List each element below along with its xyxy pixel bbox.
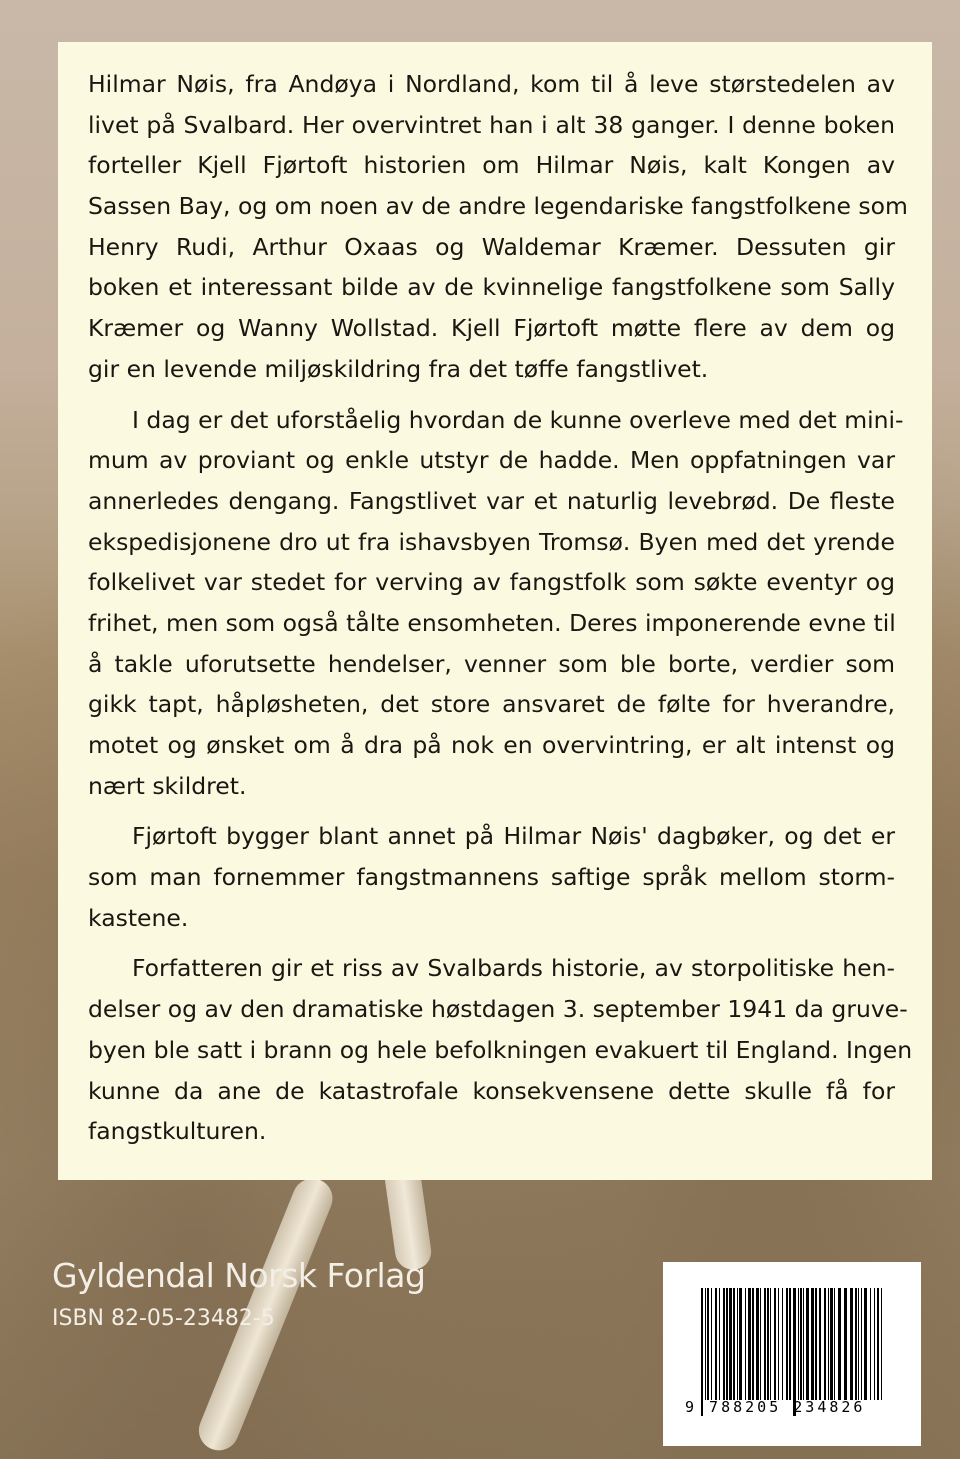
barcode-bar: [705, 1288, 706, 1400]
barcode-digits: 9 788205 234826: [685, 1398, 866, 1416]
barcode-bar: [815, 1288, 817, 1400]
blurb-line: kunne da ane de katastrofale konsekvensene dette skulle få for: [88, 1076, 895, 1105]
barcode-bar: [782, 1288, 783, 1400]
blurb-line: kastene.: [88, 903, 189, 932]
blurb-line: ekspedisjonene dro ut fra ishavsbyen Tromsø. Byen med det yrende: [88, 527, 895, 556]
barcode-bar: [800, 1288, 802, 1400]
barcode-bar: [806, 1288, 809, 1400]
blurb-line: som man fornemmer fangstmannens saftige språk mellom storm-: [88, 863, 895, 892]
barcode-bar: [752, 1288, 754, 1400]
isbn-text: ISBN 82-05-23482-5: [52, 1306, 275, 1331]
barcode-bar: [719, 1288, 720, 1400]
blurb-line: Kræmer og Wanny Wollstad. Kjell Fjørtoft møtte flere av dem og: [88, 314, 895, 343]
barcode-bar: [858, 1288, 859, 1400]
blurb-line: Hilmar Nøis, fra Andøya i Nordland, kom til å leve størstedelen av: [88, 70, 895, 98]
barcode-bar: [764, 1288, 766, 1400]
barcode-bar: [733, 1288, 735, 1400]
barcode-bar: [819, 1288, 821, 1400]
barcode-bar: [864, 1288, 867, 1400]
blurb-line: gikk tapt, håpløsheten, det store ansvaret de følte for hverandre,: [88, 690, 895, 719]
blurb-line: forteller Kjell Fjørtoft historien om Hilmar Nøis, kalt Kongen av: [88, 151, 895, 180]
barcode-bar: [824, 1288, 826, 1400]
barcode-bar: [838, 1288, 841, 1400]
blurb-line: fangstkulturen.: [88, 1117, 267, 1146]
barcode-bar: [737, 1288, 738, 1400]
barcode-bar: [774, 1288, 776, 1400]
barcode-bar: [855, 1288, 857, 1400]
blurb-line: Fjørtoft bygger blant annet på Hilmar Nøis' dagbøker, og det er: [132, 822, 895, 851]
blurb-line: Henry Rudi, Arthur Oxaas og Waldemar Kræmer. Dessuten gir: [88, 232, 895, 261]
barcode-bar: [723, 1288, 725, 1400]
barcode-bar: [850, 1288, 853, 1400]
barcode-bar: [861, 1288, 862, 1400]
blurb-line: gir en levende miljøskildring fra det tøffe fangstlivet.: [88, 354, 709, 383]
blurb-line: nært skildret.: [88, 771, 247, 800]
barcode-bar: [701, 1288, 703, 1416]
blurb-paragraph: [88, 816, 895, 938]
barcode-bar: [789, 1288, 791, 1400]
barcode-bar: [830, 1288, 833, 1400]
barcode-bar: [803, 1288, 804, 1400]
blurb-line: å takle uforutsette hendelser, venner som ble borte, verdier som: [88, 649, 895, 678]
blurb-text: [88, 64, 913, 1162]
barcode-bar: [793, 1288, 796, 1416]
barcode-bar: [778, 1288, 779, 1400]
barcode-bar: [707, 1288, 709, 1400]
barcode-bar: [786, 1288, 788, 1400]
blurb-line: delser og av den dramatiske høstdagen 3. september 1941 da gruve-: [88, 995, 908, 1024]
blurb-line: Sassen Bay, og om noen av de andre legendariske fangstfolkene som: [88, 192, 908, 221]
blurb-line: mum av proviant og enkle utstyr de hadde. Men oppfatningen var: [88, 446, 895, 475]
barcode-bar: [770, 1288, 771, 1400]
barcode-bar: [739, 1288, 742, 1400]
barcode-bar: [834, 1288, 835, 1400]
barcode-bar: [798, 1288, 799, 1400]
blurb-paragraph: [88, 64, 908, 390]
blurb-line: motet og ønsket om å dra på nok en overvintring, er alt intenst og: [88, 731, 895, 759]
blurb-paragraph: [88, 948, 913, 1151]
blurb-line: I dag er det uforståelig hvordan de kunne overleve med det mini-: [132, 405, 904, 434]
blurb-line: frihet, men som også tålte ensomheten. Deres imponerende evne til: [88, 608, 896, 637]
blurb-line: Forfatteren gir et riss av Svalbards historie, av storpolitiske hen-: [132, 954, 895, 983]
blurb-line: byen ble satt i brann og hele befolkningen evakuert til England. Ingen: [88, 1035, 913, 1064]
barcode-bar: [828, 1288, 829, 1400]
barcode-bar: [726, 1288, 728, 1400]
blurb-line: folkelivet var stedet for verving av fangstfolk som søkte eventyr og: [88, 568, 895, 597]
barcode-bar: [760, 1288, 761, 1400]
blurb-line: boken et interessant bilde av de kvinnelige fangstfolkene som Sally: [88, 273, 895, 302]
barcode-bar: [715, 1288, 717, 1400]
barcode-bar: [874, 1288, 875, 1400]
barcode-bar: [748, 1288, 751, 1400]
barcode-bar: [729, 1288, 732, 1400]
barcode-bar: [877, 1288, 879, 1400]
barcode-bar: [745, 1288, 746, 1400]
barcode-bar: [811, 1288, 814, 1400]
barcode-bar: [767, 1288, 769, 1400]
blurb-paragraph: [88, 400, 904, 807]
barcode-bar: [870, 1288, 871, 1400]
barcode: [663, 1262, 921, 1446]
barcode-bars: [701, 1288, 887, 1416]
blurb-panel: [58, 42, 932, 1180]
blurb-line: annerledes dengang. Fangstlivet var et naturlig levebrød. De fleste: [88, 486, 895, 515]
publisher-name: Gyldendal Norsk Forlag: [52, 1256, 426, 1295]
barcode-bar: [881, 1288, 882, 1400]
barcode-bar: [844, 1288, 847, 1400]
barcode-bar: [756, 1288, 759, 1400]
blurb-line: livet på Svalbard. Her overvintret han i alt 38 ganger. I denne boken: [88, 110, 895, 139]
barcode-bar: [711, 1288, 712, 1400]
